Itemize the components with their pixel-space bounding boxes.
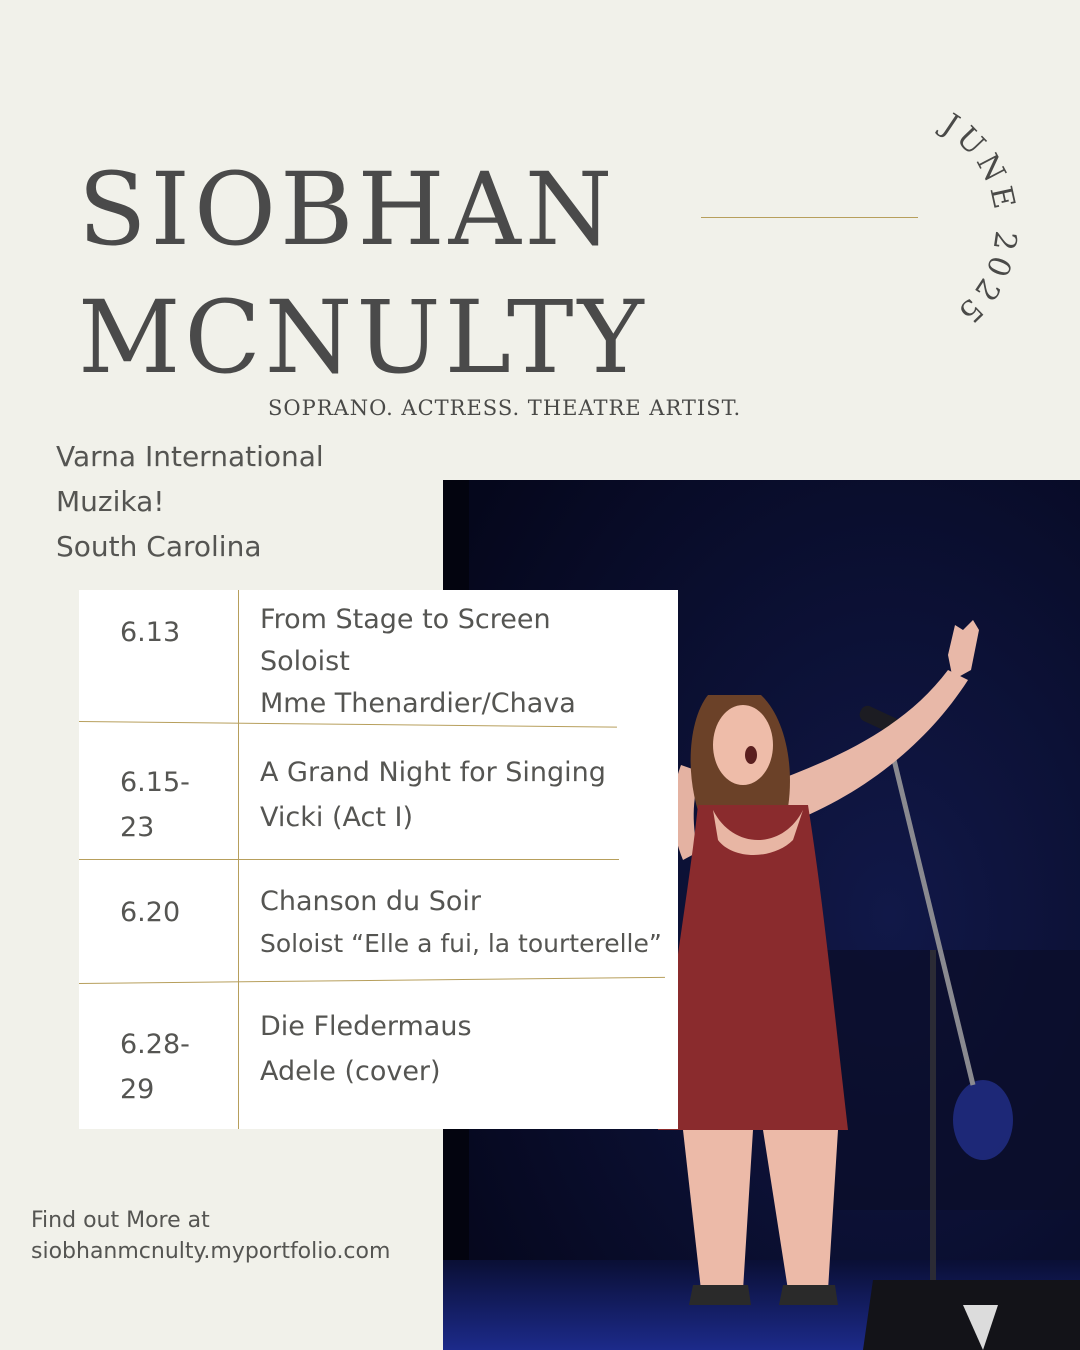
event-date-line: 23 (120, 812, 155, 843)
event-title: A Grand Night for Singing (260, 757, 606, 788)
footer-text: Find out More at (31, 1208, 210, 1233)
event-details (260, 881, 662, 965)
schedule-table (79, 590, 678, 1129)
organization-line: South Carolina (56, 530, 262, 563)
event-date: 6.13 (120, 617, 181, 648)
organization-line: Muzika! (56, 485, 165, 518)
event-role: Vicki (Act I) (260, 802, 413, 833)
performer-last-name: MCNULTY (78, 279, 648, 396)
tagline: SOPRANO. ACTRESS. THEATRE ARTIST. (268, 396, 742, 420)
date-label: JUNE 2025 (935, 107, 1024, 333)
event-date (120, 760, 190, 850)
event-role: Soloist “Elle a fui, la tourterelle” (260, 929, 662, 958)
organization-line: Varna International (56, 440, 324, 473)
event-role: Adele (cover) (260, 1056, 441, 1087)
event-details (260, 1004, 472, 1094)
event-title: Chanson du Soir (260, 886, 481, 917)
event-date-line: 29 (120, 1074, 155, 1105)
event-date-line: 6.15- (120, 767, 190, 798)
event-details (260, 750, 606, 840)
performer-first-name: SIOBHAN (78, 151, 617, 268)
row-divider (79, 859, 619, 860)
portfolio-link[interactable]: siobhanmcnulty.myportfolio.com (31, 1239, 391, 1264)
organization-block (56, 434, 324, 569)
event-date: 6.20 (120, 897, 181, 928)
date-arc-label (880, 100, 1040, 340)
svg-text:JUNE 2025 (933, 106, 1023, 333)
event-details (260, 599, 576, 725)
event-role: Mme Thenardier/Chava (260, 688, 576, 719)
row-divider (79, 977, 665, 984)
event-date (120, 1022, 190, 1112)
event-date-line: 6.28- (120, 1029, 190, 1060)
event-title: From Stage to Screen (260, 604, 551, 635)
event-title: Die Fledermaus (260, 1011, 472, 1042)
event-role: Soloist (260, 646, 350, 677)
footer (31, 1205, 390, 1267)
